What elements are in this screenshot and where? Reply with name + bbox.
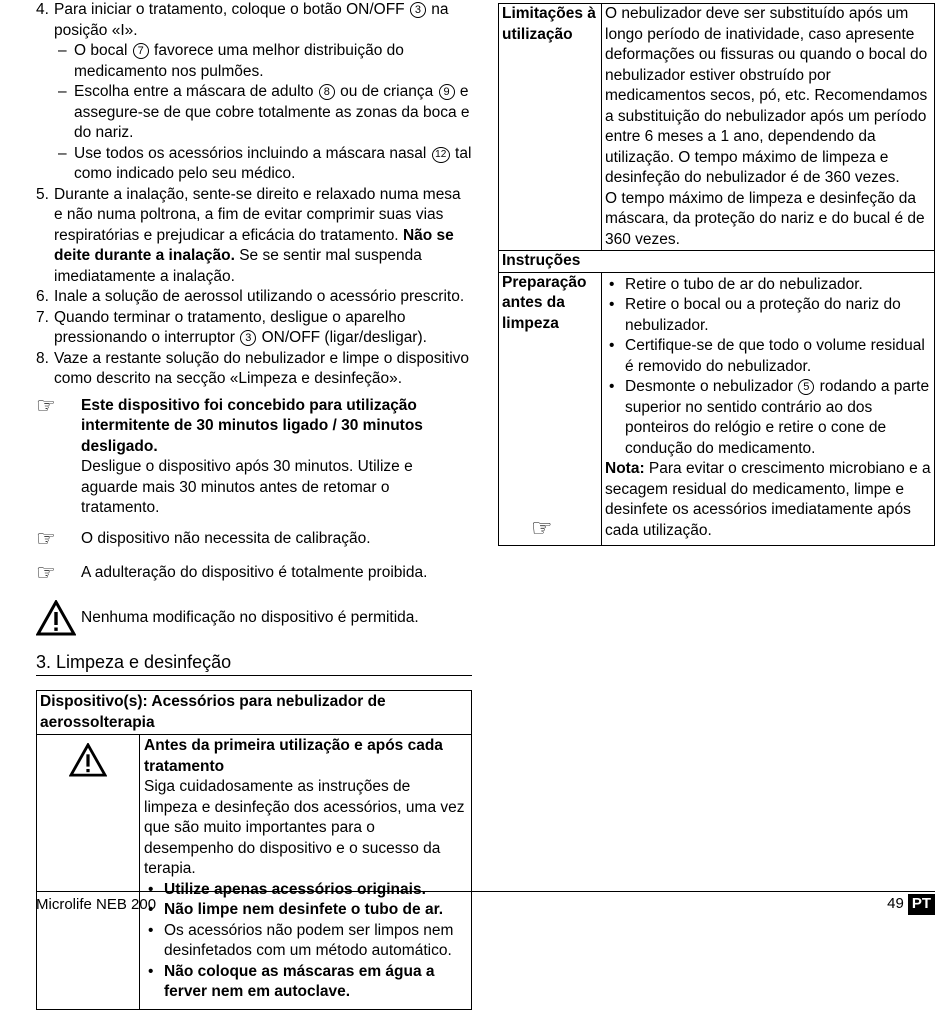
list-item: • Os acessórios não podem ser limpos nem desinfetados com um método automático.	[144, 921, 467, 962]
list-item: • Retire o tubo de ar do nebulizador.	[605, 275, 931, 296]
ref-number: 12	[432, 147, 450, 163]
list-item: • Não coloque as máscaras em água a ferver nem em autoclave.	[144, 962, 467, 1003]
list-item: – Escolha entre a máscara de adulto 8 ou de criança 9 e assegure-se de que cobre totalmente as zonas da boca e do nariz.	[54, 82, 472, 144]
note-paragraph: Nota: Para evitar o crescimento microbiano e a secagem residual do medicamento, limpe e desinfete os acessórios imediatamente após cada utilização.	[605, 460, 931, 539]
ref-number: 7	[133, 43, 149, 59]
step-7: 7. Quando terminar o tratamento, desligue o aparelho pressionando o interruptor 3 ON/OFF (ligar/desligar).	[36, 308, 427, 346]
pointing-hand-icon: ☞	[36, 560, 56, 585]
cleaning-bullets	[144, 880, 467, 1003]
list-item: • Retire o bocal ou a proteção do nariz do nebulizador.	[605, 295, 931, 336]
ref-number: 5	[798, 379, 814, 395]
step-8: 8. Vaze a restante solução do nebulizador e limpe o dispositivo como descrito na secção «Limpeza e desinfeção».	[36, 349, 470, 387]
step-6: 6. Inale a solução de aerossol utilizando o acessório prescrito.	[36, 288, 465, 305]
warning-triangle-icon	[36, 600, 76, 643]
row-label-instructions: Instruções	[499, 251, 935, 273]
cleaning-table	[36, 690, 472, 1010]
ref-number: 8	[319, 84, 335, 100]
warning-cell	[37, 735, 140, 1010]
footer-page	[887, 894, 935, 915]
page-number: 49	[887, 895, 904, 912]
pointing-hand-icon: ☞	[36, 392, 56, 418]
step-5: 5. Durante a inalação, sente-se direito e relaxado numa mesa e não numa poltrona, a fim de evitar comprimir suas vias respiratórias e prejudicar a eficácia do tratamento. Não se deite durante a inalação. Se se sentir mal suspenda imediatamente a inalação.	[36, 185, 461, 285]
language-badge: PT	[908, 894, 935, 915]
ref-number: 3	[240, 330, 256, 346]
pointing-hand-icon: ☞	[36, 525, 56, 551]
list-item: • Utilize apenas acessórios originais.	[144, 880, 467, 901]
limitations-cell: O nebulizador deve ser substituído após um longo período de inatividade, caso apresente deformações ou fissuras ou quando o bocal do nebulizador estiver obstruído por medicamentos secos, pó, etc. Recomendamos a substituição do nebulizador após um período entre 6 meses a 1 ano, dependendo da utilização. O tempo máximo de limpeza e desinfeção do nebulizador é de 360 vezes. O tempo máximo de limpeza e desinfeção da máscara, da proteção do nariz e do bucal é de 360 vezes.	[602, 4, 935, 251]
note-intermittent-use: ☞ Este dispositivo foi concebido para utilização intermitente de 30 minutos ligado / 30 minutos desligado. Desligue o dispositivo após 30 minutos. Utilize e aguarde mais 30 minutos antes de retomar o tratamento.	[36, 392, 423, 516]
row-label-preparation: Preparação antes da limpeza ☞	[499, 272, 602, 546]
ref-number: 3	[410, 2, 426, 18]
list-item: • Desmonte o nebulizador 5 rodando a parte superior no sentido contrário ao dos ponteiros do relógio e retire o cone de condução do medicamento.	[605, 377, 931, 459]
pointing-hand-icon: ☞	[531, 515, 553, 542]
list-item: – Use todos os acessórios incluindo a máscara nasal 12 tal como indicado pelo seu médico.	[54, 144, 472, 185]
cleaning-instructions-cell: Antes da primeira utilização e após cada tratamento Siga cuidadosamente as instruções de limpeza e desinfeção dos acessórios, uma vez que são muito importantes para o desempenho do dispositivo e o sucesso da terapia. • Utilize apenas acessórios originais. • Não limpe nem desinfete o tubo de ar. • Os acessórios não podem ser limpos nem desinfetados com um método automático. • Não coloque as máscaras em água a ferver nem em autoclave.	[140, 735, 472, 1010]
section-title: 3. Limpeza e desinfeção	[36, 652, 472, 677]
preparation-bullets	[605, 275, 931, 460]
warning-triangle-icon	[69, 764, 107, 781]
ref-number: 9	[439, 84, 455, 100]
step-4: 4. Para iniciar o tratamento, coloque o botão ON/OFF 3 na posição «I». – O bocal 7 favorece uma melhor distribuição do medicamento nos pulmões. – Escolha entre a máscara de adulto 8 ou de criança 9 e assegure-se de que cobre totalmente as zonas da boca e do nariz. – Use todos os acessórios incluindo a máscara nasal 12 tal como indicado pelo seu médico.	[36, 0, 472, 185]
limitations-table	[498, 3, 935, 546]
instruction-steps	[36, 0, 472, 390]
row-label-limitations: Limitações à utilização	[499, 4, 602, 251]
list-item: – O bocal 7 favorece uma melhor distribuição do medicamento nos pulmões.	[54, 41, 472, 82]
right-column	[498, 3, 935, 546]
table-header: Dispositivo(s): Acessórios para nebulizador de aerossolterapia	[37, 691, 472, 735]
note-tampering: ☞ A adulteração do dispositivo é totalmente proibida.	[36, 560, 428, 585]
step-4-sublist	[54, 41, 472, 185]
footer-brand: Microlife NEB 200	[36, 896, 157, 913]
preparation-cell	[602, 272, 935, 546]
note-calibration: ☞ O dispositivo não necessita de calibração.	[36, 525, 371, 551]
left-column	[36, 0, 472, 1010]
warning-notice: Nenhuma modificação no dispositivo é permitida.	[36, 600, 472, 640]
list-item: • Certifique-se de que todo o volume residual é removido do nebulizador.	[605, 336, 931, 377]
list-item: • Não limpe nem desinfete o tubo de ar.	[144, 900, 467, 921]
